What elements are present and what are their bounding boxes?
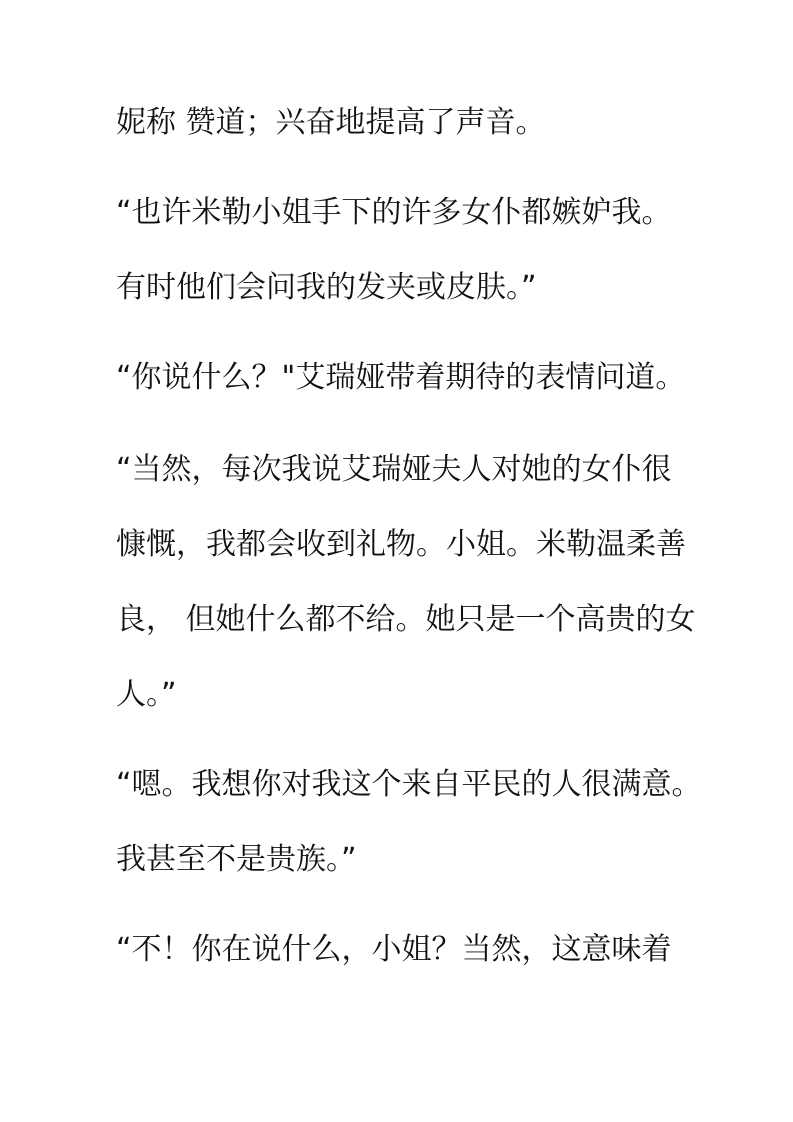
text-line-2: “也许米勒小姐手下的许多女仆都嫉妒我。 bbox=[116, 195, 672, 230]
text-line-5: “当然，每次我说艾瑞娅夫人对她的女仆很 bbox=[116, 452, 672, 487]
text-line-11: “不！你在说什么，小姐？当然，这意味着 bbox=[116, 932, 672, 967]
text-line-1: 妮称 赞道；兴奋地提高了声音。 bbox=[116, 105, 546, 140]
text-line-9: “嗯。我想你对我这个来自平民的人很满意。 bbox=[116, 767, 702, 802]
text-line-4: “你说什么？"艾瑞娅带着期待的表情问道。 bbox=[116, 360, 686, 395]
text-line-7: 良， 但她什么都不给。她只是一个高贵的女 bbox=[116, 602, 696, 637]
text-line-8: 人。” bbox=[116, 677, 177, 712]
text-line-6: 慷慨，我都会收到礼物。小姐。米勒温柔善 bbox=[116, 527, 686, 562]
text-line-10: 我甚至不是贵族。” bbox=[116, 842, 357, 877]
text-line-3: 有时他们会问我的发夹或皮肤。” bbox=[116, 270, 537, 305]
